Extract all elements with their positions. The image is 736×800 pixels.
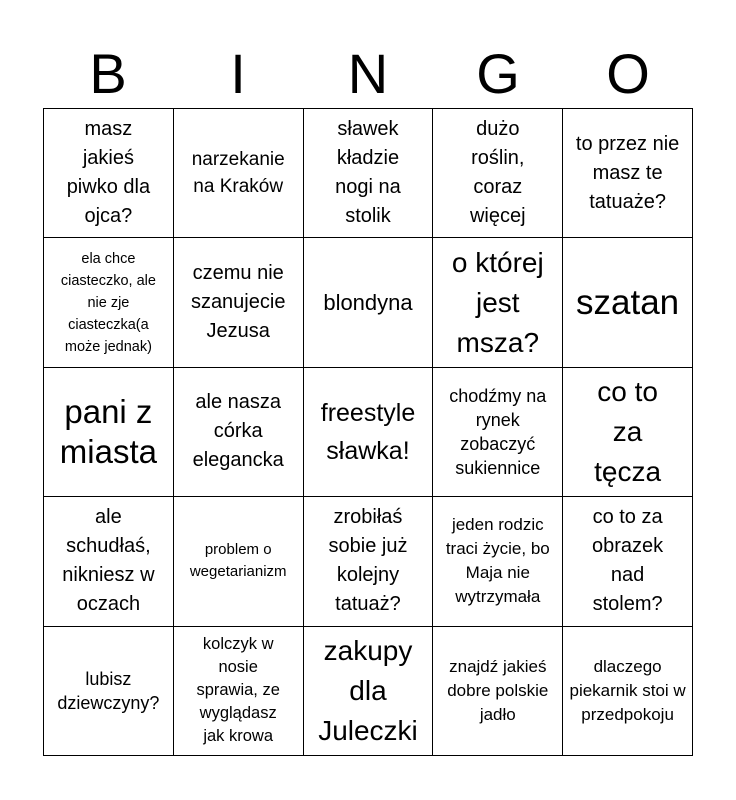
bingo-cell[interactable]	[433, 109, 563, 238]
cell-text: ale nasza córka elegancka	[192, 391, 284, 472]
cell-text: czemu nie szanujecie Jezusa	[190, 262, 286, 343]
bingo-cell[interactable]	[44, 627, 174, 756]
cell-text: o której jest msza?	[451, 246, 544, 358]
bingo-cell[interactable]	[174, 368, 304, 497]
cell-text: narzekanie na Kraków	[191, 149, 285, 198]
cell-text: to przez nie masz te tatuaże?	[575, 132, 680, 213]
cell-text: zakupy dla Juleczki	[318, 634, 418, 746]
cell-text: zrobiłaś sobie już kolejny tatuaż?	[328, 506, 408, 616]
bingo-cell[interactable]	[304, 238, 434, 367]
bingo-cell[interactable]	[304, 109, 434, 238]
cell-text: co to za obrazek nad stolem?	[592, 506, 664, 616]
bingo-board	[43, 108, 693, 756]
cell-text: dużo roślin, coraz więcej	[469, 118, 526, 228]
cell-text: chodźmy na rynek zobaczyć sukiennice	[449, 385, 547, 478]
cell-text: kolczyk w nosie sprawia, ze wyglądasz jak krowa	[196, 635, 280, 746]
bingo-cell[interactable]	[563, 109, 693, 238]
bingo-cell[interactable]	[304, 497, 434, 626]
cell-text: dlaczego piekarnik stoi w przedpokoju	[569, 656, 686, 724]
bingo-cell[interactable]	[304, 627, 434, 756]
bingo-cell[interactable]	[433, 627, 563, 756]
header-letter-i: I	[230, 42, 246, 105]
bingo-cell[interactable]	[174, 497, 304, 626]
bingo-cell[interactable]	[44, 109, 174, 238]
bingo-cell[interactable]	[433, 238, 563, 367]
bingo-cell[interactable]	[44, 368, 174, 497]
cell-text: ela chce ciasteczko, ale nie zje ciasteczka(a może jednak)	[60, 250, 156, 355]
bingo-cell[interactable]	[44, 497, 174, 626]
bingo-cell[interactable]	[563, 627, 693, 756]
cell-text: sławek kładzie nogi na stolik	[335, 118, 401, 228]
cell-text: znajdź jakieś dobre polskie jadło	[447, 656, 549, 724]
bingo-cell[interactable]	[174, 238, 304, 367]
bingo-cell[interactable]	[433, 368, 563, 497]
cell-text: pani z miasta	[59, 392, 157, 470]
bingo-cell[interactable]	[174, 109, 304, 238]
cell-text: masz jakieś piwko dla ojca?	[66, 118, 151, 228]
cell-text: lubisz dziewczyny?	[57, 668, 160, 713]
cell-text: blondyna	[323, 289, 413, 315]
header-letter-n: N	[347, 42, 389, 105]
bingo-cell[interactable]	[563, 368, 693, 497]
bingo-cell[interactable]	[44, 238, 174, 367]
bingo-cell[interactable]	[174, 627, 304, 756]
cell-text: jeden rodzic traci życie, bo Maja nie wytrzymała	[445, 515, 550, 607]
bingo-cell[interactable]	[563, 497, 693, 626]
cell-text: problem o wegetarianizm	[189, 541, 287, 581]
cell-text: ale schudłaś, nikniesz w oczach	[62, 506, 155, 616]
cell-text: freestyle sławka!	[320, 398, 416, 465]
bingo-header	[43, 40, 693, 108]
bingo-cell[interactable]	[304, 368, 434, 497]
cell-text: co to za tęcza	[594, 375, 662, 487]
header-letter-b: B	[89, 42, 127, 105]
bingo-cell[interactable]	[563, 238, 693, 367]
cell-text: szatan	[576, 282, 680, 322]
header-letter-g: G	[476, 42, 520, 105]
bingo-cell[interactable]	[433, 497, 563, 626]
header-letter-o: O	[606, 42, 650, 105]
